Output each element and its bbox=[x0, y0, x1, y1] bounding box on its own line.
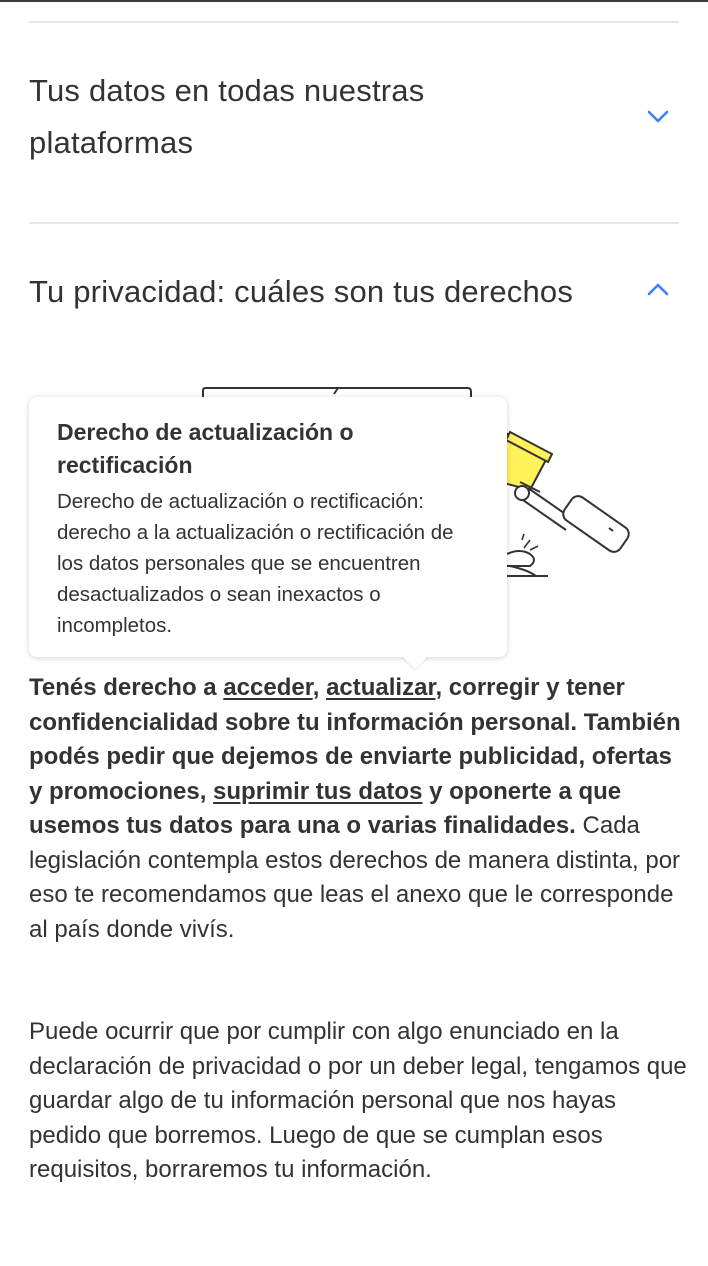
bottom-fade bbox=[0, 1240, 708, 1266]
right-tooltip bbox=[29, 397, 507, 657]
accordion-divider bbox=[29, 21, 679, 23]
tooltip-title: Derecho de actualización o rectificación bbox=[57, 419, 354, 478]
link-actualizar[interactable]: actualizar bbox=[326, 674, 436, 701]
link-suprimir-datos[interactable]: suprimir tus datos bbox=[213, 777, 423, 805]
tooltip-arrow bbox=[401, 655, 429, 669]
rights-emphasis: Tenés derecho a acceder, actualizar, corregir y tener confidencialidad sobre tu información personal. También podés pedir que dejemos de enviarte publicidad, ofertas y promociones, suprimir tus datos y oponerte a que usemos tus datos para una o varias finalidades. bbox=[29, 674, 681, 839]
top-edge-line bbox=[0, 0, 708, 2]
accordion-title[interactable]: Tus datos en todas nuestras plataformas bbox=[29, 73, 425, 160]
accordion-title[interactable]: Tu privacidad: cuáles son tus derechos bbox=[29, 274, 574, 309]
retention-paragraph: Puede ocurrir que por cumplir con algo enunciado en la declaración de privacidad o por un deber legal, tengamos que guardar algo de tu información personal que nos hayas pedido que borremos. Luego de que se cumplan esos requisitos, borraremos tu información. bbox=[29, 1018, 687, 1183]
chevron-up-icon[interactable] bbox=[646, 278, 670, 302]
rights-paragraph: Tenés derecho a acceder, actualizar, corregir y tener confidencialidad sobre tu información personal. También podés pedir que dejemos de enviarte publicidad, ofertas y promociones, suprimir tus datos y oponerte a que usemos tus datos para una o varias finalidades. Cada legislación contempla estos derechos de manera distinta, por eso te recomendamos que leas el anexo que le corresponde al país donde vivís. bbox=[29, 674, 681, 943]
link-acceder[interactable]: acceder bbox=[223, 674, 313, 701]
tooltip-body: Derecho de actualización o rectificación: derecho a la actualización o rectificación de los datos personales que se encuentren desactualizados o sean inexactos o incompletos. bbox=[57, 490, 454, 637]
accordion-divider bbox=[29, 222, 679, 224]
chevron-down-icon[interactable] bbox=[646, 104, 670, 128]
